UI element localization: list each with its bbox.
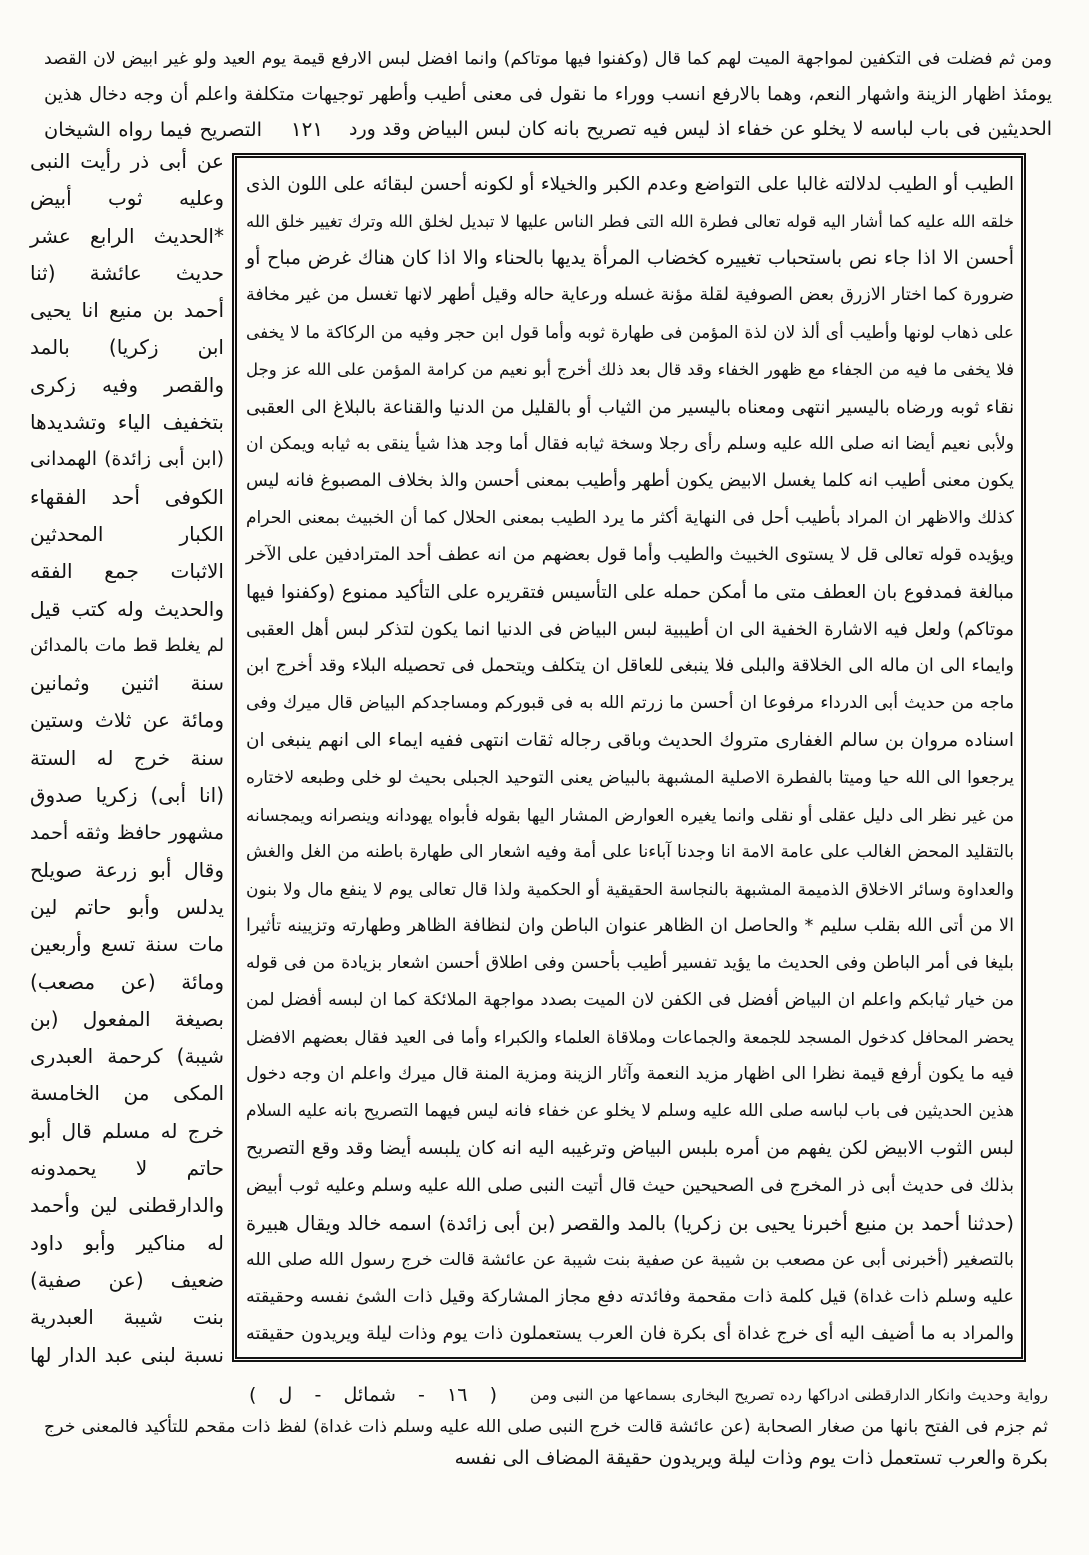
main-text-line-text: الطيب أو الطيب لدلالته غالبا على التواضع وعدم الكبر والخيلاء أو لكونه أحسن لبقائه على اللون الذى (246, 174, 1014, 195)
main-text-line (244, 389, 1014, 426)
margin-note-line (28, 1075, 224, 1112)
signature-text: ( ١٦ - شمائل - ل ) (248, 1384, 497, 1406)
margin-note-line (28, 889, 224, 926)
margin-note-line (28, 740, 224, 777)
margin-note-line-text: والحديث وله كتب قيل (30, 596, 224, 621)
main-text-line-text: نقاء ثوبه ورضاه باليسير انتهى ومعناه باليسير من الثياب أو بالقليل من الدنيا والقناعة بالبلاغ الى العقبى (246, 396, 1014, 418)
main-text-line (244, 574, 1014, 611)
main-text-line (244, 314, 1014, 351)
margin-note-line-text: (انا أبى) زكريا صدوق (30, 783, 224, 808)
margin-note-line-text: ومائة (عن مصعب) (30, 969, 224, 994)
main-text-line-text: من غير نظر الى دليل عقلى أو نقلى وانما يغيره العوارض المشار اليها بقوله فأبواه يهودانه وينصرانه ويمجسانه (246, 804, 1014, 825)
signature-mark (247, 1379, 497, 1412)
footer-text-line (42, 1412, 1048, 1443)
margin-note-line (28, 553, 224, 590)
footer-text: رواية وحديث وانكار الدارقطنى ادراكها رده تصريح البخارى بسماعها من النبى ومن (530, 1386, 1048, 1404)
main-text-line-text: بليغا فى أمر الباطن وفى الحديث ما يؤيد تفسير أطيب بأحسن وفى اطلاق أحسن اشعار بزيادة من فى قوله (246, 952, 1014, 973)
main-text-line-text: بالتقليد المحض الغالب على عامة الامة انا وجدنا آباءنا على أمة وفيه اشعار الى طهارة باطنه من الغل والغش (246, 841, 1014, 862)
margin-note-line-text: الكبار المحدثين (30, 521, 224, 546)
margin-note-line (28, 1187, 224, 1224)
margin-note-line (28, 1113, 224, 1150)
main-text-line (244, 1316, 1014, 1353)
margin-note-line-text: ابن زكريا) بالمد (30, 335, 224, 360)
margin-note-line-text: ومائة عن ثلاث وستين (30, 708, 224, 733)
footer-text: ثم جزم فى الفتح بانها من صغار الصحابة (عن عائشة قالت خرج النبى صلى الله عليه وسلم ذات غداة) لفظ ذات مقحم للتأكيد فالمعنى خرج (44, 1417, 1048, 1437)
main-text-line (244, 1093, 1014, 1130)
margin-note-line-text: الكوفى أحد الفقهاء (30, 484, 224, 509)
margin-note-line-text: (ابن أبى زائدة) الهمدانى (30, 448, 224, 471)
main-text-line (244, 1205, 1014, 1242)
margin-note-line-text: بتخفيف الياء وتشديدها (30, 410, 224, 435)
margin-note-line (28, 292, 224, 329)
margin-note-line (28, 1337, 224, 1374)
main-text-line (244, 648, 1014, 685)
margin-note-line-text: خرج له مسلم قال أبو (30, 1118, 224, 1143)
main-text-line-text: والمراد به ما أضيف اليه أى خرج غداة أى بكرة فان العرب يستعملون ذات يوم وذات ليلة ويريدون حقيقته (246, 1323, 1014, 1344)
margin-note-line (28, 777, 224, 814)
header-text: يومئذ اظهار الزينة واشهار النعم، وهما بالارفع انسب ووراء ما نقول فى معنى أطيب وأطهر توجيهات متكلفة واعلم أن وجه دخال هذين (44, 84, 1052, 105)
margin-note-line-text: حاتم لا يحمدونه (30, 1156, 224, 1181)
main-text-line-text: يكون معنى أطيب انه كلما يغسل الابيض يكون أطهر وأطيب بمعنى أحسن والذ بخلاف المصبوغ فانه ليس (246, 470, 1014, 491)
margin-note-line-text: شيبة) كرحمة العبدرى (30, 1044, 224, 1069)
main-text-line-text: مبالغة فمدفوع بان العطف متى ما أمكن حمله على التأسيس فتقريره على التأكيد ممنوع (وكفنوا فيها (246, 582, 1014, 604)
margin-note-line (28, 180, 224, 217)
main-text-line-text: أحسن الا اذا جاء نص باستحباب تغييره كخضاب المرأة يديها بالحناء والا اذا كان هناك غرض مباح أو (246, 247, 1014, 270)
margin-note-line (28, 814, 224, 851)
main-text-line (244, 1242, 1014, 1279)
main-text-line-text: عليه وسلم ذات غداة) قيل كلمة ذات مقحمة وفائدته دفع مجاز المشاركة وقيل ذات الشئ نفسه وحقيقته (246, 1286, 1014, 1307)
footer-text: بكرة والعرب تستعمل ذات يوم وذات ليلة ويريدون حقيقة المضاف الى نفسه (454, 1447, 1048, 1469)
margin-note-line (28, 926, 224, 963)
margin-note-line-text: وقال أبو زرعة صويلح (30, 857, 224, 882)
margin-note-line-text: له مناكير وأبو داود (30, 1230, 224, 1255)
margin-note-line-text: سنة اثنين وثمانين (30, 671, 224, 696)
margin-note-line (28, 1262, 224, 1299)
header-commentary (42, 42, 1052, 147)
main-text-line-text: وايماء الى ان ماله الى الخلاقة والبلى فلا ينبغى للعاقل ان يتكلف ويتحمل فى تحصيله البلاء وقد أخرج ابن (246, 656, 1014, 677)
main-text-line (244, 685, 1014, 722)
main-text-line-text: بذلك فى حديث أبى ذر المخرج فى الصحيحين حيث قال أتيت النبى صلى الله عليه وسلم وعليه ثوب أبيض (246, 1175, 1014, 1196)
margin-note-line (28, 404, 224, 441)
main-text-line-text: ويؤيده قوله تعالى قل لا يستوى الخبيث والطيب وأما قول بعضهم من انه عطف أحد المترادفين على الآخر (246, 544, 1014, 565)
margin-note-line (28, 1038, 224, 1075)
margin-note-line-text: مات سنة تسع وأربعين (30, 932, 224, 957)
margin-note-line (28, 1001, 224, 1038)
main-text-line-text: بالتصغير (أخبرنى أبى عن مصعب بن شيبة عن صفية بنت شيبة عن عائشة قالت خرج رسول الله صلى الله (246, 1249, 1014, 1270)
footer-text-line (42, 1443, 1048, 1474)
margin-note-line (28, 143, 224, 180)
main-text-line (244, 834, 1014, 871)
footer-first-line (42, 1379, 1048, 1412)
main-text-line-text: ضرورة كما اختار الازرق بعض الصوفية لقلة مؤنة غسله ورعاية حاله وقيل أطهر لانها تغسل من غير مخافة (246, 285, 1014, 306)
main-text-line-text: خلقه الله عليه كما أشار اليه قوله تعالى فطرة الله التى فطر الناس عليها لا تبديل لخلق الله وترك تغيير خلق الله (246, 212, 1014, 232)
margin-note-line (28, 441, 224, 478)
margin-note-line-text: *الحديث الرابع عشر (30, 223, 224, 248)
main-text-line-text: يحضر المحافل كدخول المسجد للجمعة والجماعات وملاقاة العلماء والكبراء وأما فى العيد فقال بعضهم الافضل (246, 1027, 1014, 1048)
header-text: التصريح فيما رواه الشيخان (44, 118, 262, 141)
footer-text-line (528, 1379, 1048, 1412)
page-number: ١٢١ (290, 117, 324, 141)
margin-note-line (28, 628, 224, 665)
margin-note-line-text: وعليه ثوب أبيض (30, 186, 224, 211)
main-text-line-text: ماجه من حديث أبى الدرداء مرفوعا ان أحسن ما زرتم الله به فى قبوركم ومساجدكم البياض قال ميرك وفى (246, 693, 1014, 714)
header-text-line (42, 77, 1052, 112)
main-text-line-text: فيه ما يكون أرفع قيمة نظرا الى اظهار مزيد النعمة وآثار الزينة ومزية المنة قال ميرك واعلم ان وجه دخول (246, 1064, 1014, 1085)
margin-note-line (28, 702, 224, 739)
main-text-line (244, 500, 1014, 537)
main-text-line (244, 351, 1014, 388)
margin-note-line-text: الاثبات جمع الفقه (30, 559, 224, 584)
main-text-line-text: يرجعوا الى الله حيا وميتا بالفطرة الاصلية المشبهة بالبياض يعنى التوحيد الجبلى بحيث لو خلى وطبعه لاختاره (246, 767, 1014, 788)
margin-note-line-text: لم يغلط قط مات بالمدائن (30, 635, 224, 656)
main-text-line (244, 760, 1014, 797)
margin-note-line (28, 964, 224, 1001)
footer-commentary (42, 1379, 1048, 1475)
main-text-line (244, 166, 1014, 203)
margin-note-line (28, 1150, 224, 1187)
margin-note-line (28, 665, 224, 702)
main-text-line (244, 908, 1014, 945)
margin-note-line-text: بنت شيبة العبدرية (30, 1305, 224, 1330)
margin-note-line-text: نسبة لبنى عبد الدار لها (30, 1342, 224, 1367)
margin-note-line (28, 1299, 224, 1336)
main-text-line-text: والعداوة وسائر الاخلاق الذميمة المشبهة بالنجاسة الحقيقية أو الحكمية ولذا قال تعالى يوم لا ينفع مال ولا بنون (246, 878, 1014, 899)
main-text-line-text: من خيار ثيابكم واعلم ان البياض أفضل فى الكفن لان الميت بصدد مواجهة الملائكة كما ان لبسه أفضل لمن (246, 990, 1014, 1011)
main-text-line (244, 1019, 1014, 1056)
header-text-line (347, 112, 1052, 147)
margin-note-line-text: ضعيف (عن صفية) (30, 1267, 224, 1292)
main-text-line-text: الا من أتى الله بقلب سليم * والحاصل ان الظاهر عنوان الباطن وان لنظافة الظاهر وطهارته وتزيينه تأثيرا (246, 915, 1014, 936)
margin-note-line-text: سنة خرج له الستة (30, 745, 224, 770)
main-text-frame (232, 153, 1026, 1362)
main-text-line-text: فلا يخفى ما فيه من الجفاء مع ظهور الخفاء وقد قال بعد ذلك أخرج أبو نعيم من كرامة المؤمن على الله عز وجل (246, 360, 1014, 380)
main-text-line (244, 1056, 1014, 1093)
main-text-line (244, 945, 1014, 982)
side-commentary (28, 143, 224, 1374)
header-text: الحديثين فى باب لباسه لا يخلو عن خفاء اذ ليس فيه تصريح بانه كان لبس البياض وقد ورد (349, 118, 1052, 140)
main-text-line (244, 722, 1014, 759)
main-text-line (244, 982, 1014, 1019)
margin-note-line-text: بصيغة المفعول (بن (30, 1006, 224, 1031)
margin-note-line (28, 367, 224, 404)
main-text-line (244, 1130, 1014, 1167)
main-text-line-text: ولأبى نعيم أيضا انه صلى الله عليه وسلم رأى رجلا وسخة ثيابه فقال أما وجد هذا شيأ ينقى به ثيابه ويمكن ان (246, 433, 1014, 454)
main-text-line (244, 1279, 1014, 1316)
margin-note-line-text: والدارقطنى لين وأحمد (30, 1193, 224, 1218)
margin-note-line-text: يدلس وأبو حاتم لين (30, 894, 224, 919)
main-text-line (244, 611, 1014, 648)
main-text-line-text: على ذهاب لونها وأطيب أى ألذ لان لذة المؤمن فى طهارة ثوبه وأما قول ابن حجر وفيه من الركاكة ما لا يخفى (246, 322, 1014, 343)
header-text-line (42, 112, 262, 147)
margin-note-line (28, 591, 224, 628)
main-text-line (244, 240, 1014, 277)
margin-note-line-text: عن أبى ذر رأيت النبى (30, 149, 224, 173)
main-text-line-text: هذين الحديثين فى باب لباسه صلى الله عليه وسلم لا يخلو عن خفاء فانه ليس فيهما التصريح بانه عليه السلام (246, 1101, 1014, 1122)
header-text: ومن ثم فضلت فى التكفين لمواجهة الميت لهم كما قال (وكفنوا فيها موتاكم) وانما افضل لبس الارفع قيمة يوم العيد ولو غير ابيض لان القصد (44, 49, 1052, 69)
margin-note-line (28, 255, 224, 292)
header-last-line (42, 112, 1052, 147)
main-text-line-text: كذلك والاظهر ان المراد بأطيب أحل فى النهاية أكثر ما يرد الطيب بمعنى الحلال كما أن الخبيث بمعنى الحرام (246, 507, 1014, 528)
main-text-line (244, 463, 1014, 500)
margin-note-line (28, 479, 224, 516)
main-text-line (244, 871, 1014, 908)
main-text-line-text: لبس الثوب الابيض لكن يفهم من أمره بلبس البياض وترغيبه اليه انه كان يلبسه أيضا وقد وقع التصريح (246, 1138, 1014, 1160)
margin-note-line (28, 329, 224, 366)
main-text-line-text: اسناده مروان بن سالم الغفارى متروك الحديث وباقى رجاله ثقات انتهى ففيه ايماء الى انهم ينبغى ان (246, 730, 1014, 752)
margin-note-line (28, 852, 224, 889)
margin-note-line-text: حديث عائشة (ثنا (30, 260, 224, 285)
margin-note-line (28, 516, 224, 553)
margin-note-line-text: المكى من الخامسة (30, 1081, 224, 1106)
main-text-line-text: (حدثنا أحمد بن منيع أخبرنا يحيى بن زكريا) بالمد والقصر (بن أبى زائدة) اسمه خالد ويقال هبيرة (246, 1211, 1014, 1235)
main-text-line (244, 1168, 1014, 1205)
header-text-line (42, 42, 1052, 77)
margin-note-line-text: مشهور حافظ وثقه أحمد (30, 821, 224, 845)
main-text-line (244, 203, 1014, 240)
main-text-line-text: موتاكم) ولعل فيه الاشارة الخفية الى ان أطيبية لبس البياض فى الدنيا انما يكون لتذكر لبس أهل العقبى (246, 619, 1014, 641)
margin-note-line-text: أحمد بن منيع انا يحيى (30, 298, 224, 323)
margin-note-line (28, 1225, 224, 1262)
main-text (244, 166, 1014, 1353)
main-text-line (244, 277, 1014, 314)
main-text-line (244, 797, 1014, 834)
margin-note-line (28, 218, 224, 255)
margin-note-line-text: والقصر وفيه زكرى (30, 372, 224, 397)
main-text-line (244, 426, 1014, 463)
main-text-line (244, 537, 1014, 574)
